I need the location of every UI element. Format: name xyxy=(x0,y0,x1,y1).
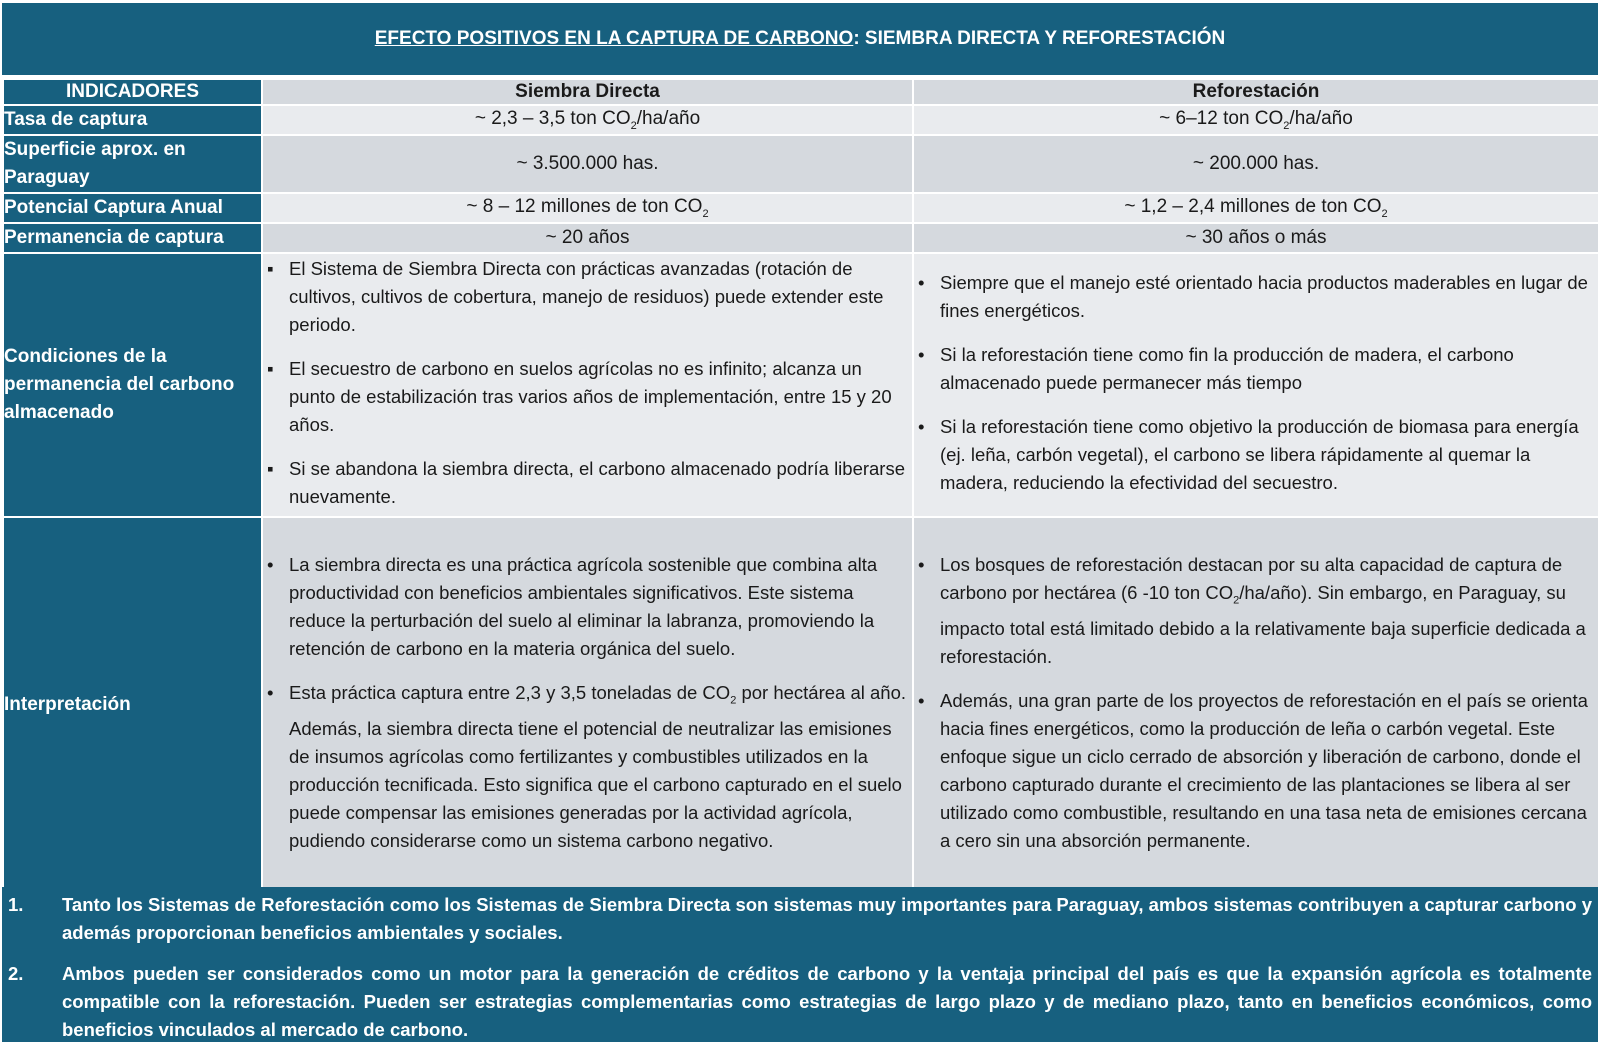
square-bullet-icon: ▪ xyxy=(267,258,274,279)
row-label-condiciones: Condiciones de la permanencia del carbono almacenado xyxy=(3,253,262,517)
dot-bullet-icon: • xyxy=(267,554,274,576)
list-item: • Si la reforestación tiene como objetivo la producción de biomasa para energía (ej. leña, carbón vegetal), el carbono se libera rápidamente al quemar la madera, reduciendo la efectividad del secuestro. xyxy=(914,413,1598,497)
dot-bullet-icon: • xyxy=(918,344,925,365)
list-item: • Además, una gran parte de los proyectos de reforestación en el país se orienta hacia fines energéticos, como la producción de leña o carbón vegetal. Este enfoque sigue un ciclo cerrado de absorción y liberación de carbono, donde el carbono capturado durante el crecimiento de las plantaciones se libera al ser utilizado como combustible, resultando en una tasa neta de emisiones cercana a cero sin una absorción permanente. xyxy=(914,687,1598,855)
conclusions-box xyxy=(2,887,1598,1042)
row-label-interpretacion: Interpretación xyxy=(3,517,262,893)
interpretacion-siembra-cell xyxy=(262,517,913,893)
row-label-tasa: Tasa de captura xyxy=(3,105,262,135)
table-row-potencial xyxy=(3,193,1599,223)
dot-bullet-icon: • xyxy=(918,272,925,293)
table-row-permanencia xyxy=(3,223,1599,253)
list-item: • Siempre que el manejo esté orientado hacia productos maderables en lugar de fines energéticos. xyxy=(914,269,1598,325)
list-item: • Si la reforestación tiene como fin la producción de madera, el carbono almacenado puede permanecer más tiempo xyxy=(914,341,1598,397)
tasa-reforestacion-value: ~ 6–12 ton $CO_2/ha$/año xyxy=(913,105,1599,135)
conclusion-item-1 xyxy=(8,891,1592,947)
condiciones-siembra-cell xyxy=(262,253,913,517)
conclusion-text: Ambos pueden ser considerados como un motor para la generación de créditos de carbono y la ventaja principal del país es que la expansión agrícola es totalmente compatible con la reforestación. Pueden ser estrategias complementarias como estrategias de largo plazo y de mediano plazo, tanto en beneficios económicos, como beneficios vinculados al mercado de carbono. xyxy=(62,963,1592,1040)
table-row-interpretacion xyxy=(3,517,1599,893)
dot-bullet-icon: • xyxy=(918,689,925,711)
table-row-condiciones xyxy=(3,253,1599,517)
comparison-table xyxy=(2,78,1600,894)
square-bullet-icon: ▪ xyxy=(267,358,274,379)
condiciones-reforestacion-cell xyxy=(913,253,1599,517)
list-item: ▪ El secuestro de carbono en suelos agrícolas no es infinito; alcanza un punto de estabilización tras varios años de implementación, entre 15 y 20 años. xyxy=(263,355,912,439)
page-title-rest: : SIEMBRA DIRECTA Y REFORESTACIÓN xyxy=(853,28,1226,49)
dot-bullet-icon: • xyxy=(918,416,925,437)
square-bullet-icon: ▪ xyxy=(267,458,274,479)
list-item: • Esta práctica captura entre 2,3 y 3,5 toneladas de $CO_2$ por hectárea al año. Además, la siembra directa tiene el potencial de neutralizar las emisiones de insumos agrícolas como fertilizantes y combustibles utilizados en la producción tecnificada. Esto significa que el carbono capturado en el suelo puede compensar las emisiones generadas por la actividad agrícola, pudiendo considerarse como un sistema carbono negativo. xyxy=(263,679,912,855)
conclusion-number: 2. xyxy=(8,963,24,984)
superficie-siembra-value: ~ 3.500.000 has. xyxy=(262,135,913,193)
row-label-superficie: Superficie aprox. en Paraguay xyxy=(3,135,262,193)
interpretacion-reforestacion-cell xyxy=(913,517,1599,893)
list-item: ▪ El Sistema de Siembra Directa con prácticas avanzadas (rotación de cultivos, cultivos de cobertura, manejo de residuos) puede extender este periodo. xyxy=(263,255,912,339)
page-title xyxy=(2,3,1598,75)
indicators-header: INDICADORES xyxy=(3,79,262,105)
conclusion-number: 1. xyxy=(8,894,24,915)
row-label-permanencia: Permanencia de captura xyxy=(3,223,262,253)
permanencia-reforestacion-value: ~ 30 años o más xyxy=(913,223,1599,253)
table-header-row xyxy=(3,79,1599,105)
potencial-siembra-value: ~ 8 – 12 millones de ton $CO_2$ xyxy=(262,193,913,223)
superficie-reforestacion-value: ~ 200.000 has. xyxy=(913,135,1599,193)
list-item: • Los bosques de reforestación destacan por su alta capacidad de captura de carbono por hectárea (6 -10 ton $CO_2/ha/año$). Sin embargo, en Paraguay, su impacto total está limitado debido a la relativamente baja superficie dedicada a reforestación. xyxy=(914,551,1598,671)
permanencia-siembra-value: ~ 20 años xyxy=(262,223,913,253)
page-title-underlined: EFECTO POSITIVOS EN LA CAPTURA DE CARBONO xyxy=(374,28,854,49)
dot-bullet-icon: • xyxy=(267,682,274,704)
conclusion-item-2 xyxy=(8,960,1592,1044)
dot-bullet-icon: • xyxy=(918,554,925,576)
tasa-siembra-value: ~ 2,3 – 3,5 ton $CO_2/ha$/año xyxy=(262,105,913,135)
list-item: • La siembra directa es una práctica agrícola sostenible que combina alta productividad con beneficios ambientales significativos. Este sistema reduce la perturbación del suelo al eliminar la labranza, promoviendo la retención de carbono en la materia orgánica del suelo. xyxy=(263,551,912,663)
row-label-potencial: Potencial Captura Anual xyxy=(3,193,262,223)
table-row-superficie xyxy=(3,135,1599,193)
conclusion-text: Tanto los Sistemas de Reforestación como los Sistemas de Siembra Directa son sistemas muy importantes para Paraguay, ambos sistemas contribuyen a capturar carbono y además proporcionan beneficios ambientales y sociales. xyxy=(62,894,1592,943)
potencial-reforestacion-value: ~ 1,2 – 2,4 millones de ton $CO_2$ xyxy=(913,193,1599,223)
siembra-directa-header: Siembra Directa xyxy=(262,79,913,105)
reforestacion-header: Reforestación xyxy=(913,79,1599,105)
list-item: ▪ Si se abandona la siembra directa, el carbono almacenado podría liberarse nuevamente. xyxy=(263,455,912,511)
table-row-tasa xyxy=(3,105,1599,135)
